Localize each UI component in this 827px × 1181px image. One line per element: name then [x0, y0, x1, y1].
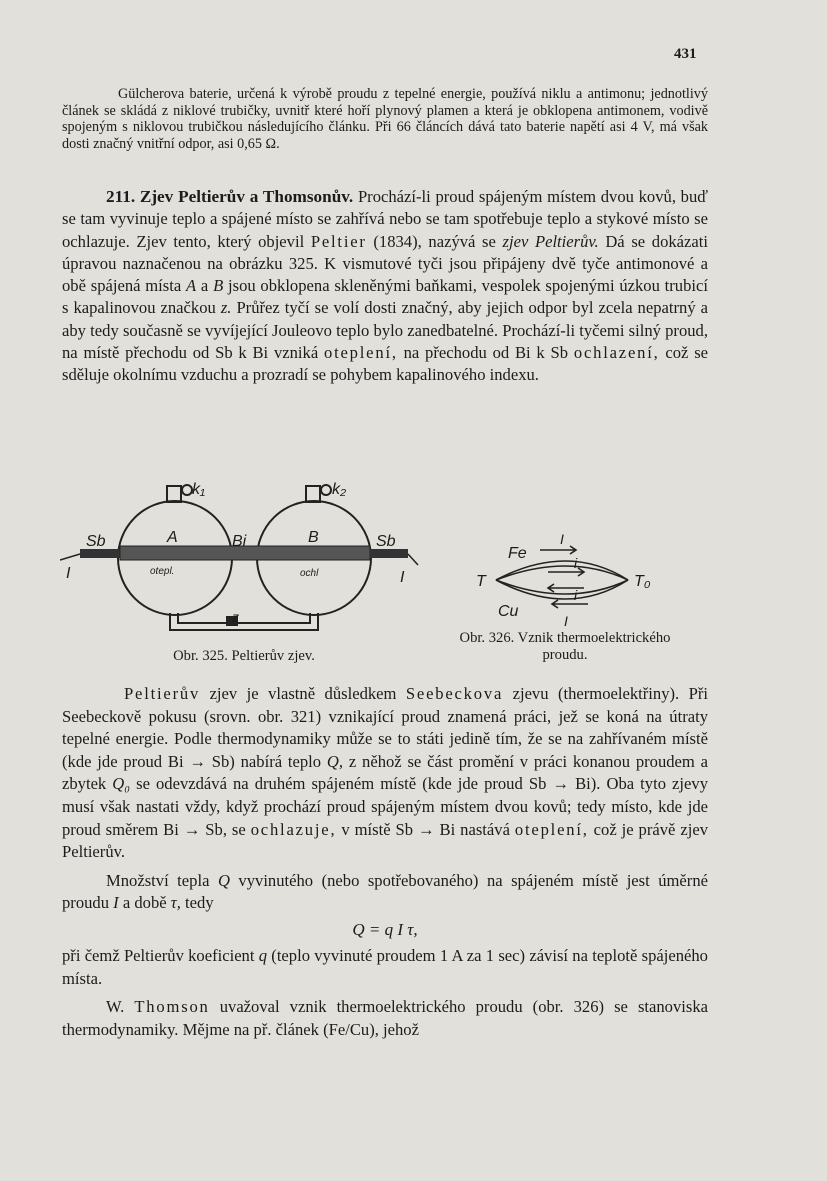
wire-cu-outer	[496, 580, 628, 599]
label-k1: k₁	[192, 481, 206, 498]
body-lower	[62, 683, 708, 1041]
paragraph-peltier-coefficient	[62, 945, 708, 990]
figure-326	[468, 528, 668, 632]
text-run: a době	[122, 893, 167, 913]
text-run: v místě Sb → Bi nastává	[341, 819, 510, 839]
text-run: při čemž Peltierův koeficient	[62, 945, 255, 965]
text-run: (1834), nazývá se	[373, 231, 496, 251]
wire-right	[408, 554, 418, 565]
text-run: vyvinutého (nebo spotřebovaného) na spájeném místě jest úměrné proudu	[62, 870, 708, 913]
label-a: A	[167, 529, 178, 546]
text-run: Množství tepla	[106, 870, 210, 890]
term-oteplen: oteplení,	[514, 819, 589, 839]
section-number: 211.	[106, 187, 136, 206]
section-title: Zjev Peltierův a Thomsonův.	[139, 187, 354, 206]
arrow-i-bottom	[552, 600, 588, 608]
text-run: zjev je vlastně důsledkem	[209, 684, 397, 703]
label-z: z	[232, 609, 239, 625]
wire-fe-inner	[496, 566, 628, 580]
rod-sb-left	[80, 549, 120, 558]
symbol-q: Q	[217, 870, 230, 890]
label-ochl: ochl	[300, 568, 319, 579]
label-i-left: I	[66, 565, 71, 582]
arrow-i-upper	[548, 568, 584, 576]
symbol-q: Q,	[326, 751, 344, 771]
label-t0: T₀	[634, 573, 651, 590]
text-run: z něhož se část promění v práci konanou proudem a zbytek	[62, 751, 708, 794]
paragraph-heat-quantity	[62, 870, 708, 915]
figure-325	[60, 470, 420, 642]
term-oteplen: oteplení,	[324, 343, 398, 363]
name-peltieruv: Peltierův	[124, 684, 201, 703]
page-number: 431	[674, 46, 697, 62]
text-run: což se sděluje okolnímu vzduchu a prozradí se pohybem kapalinového indexu.	[62, 343, 709, 385]
name-thomson: Thomson	[134, 997, 210, 1017]
name-peltier: Peltier	[310, 231, 367, 251]
symbol-q0: Q₀	[112, 774, 131, 794]
valve-k2	[321, 485, 331, 495]
name-seebeckova: Seebeckova	[405, 684, 504, 703]
text-run: Průřez tyčí se volí dosti značný, aby jejich odpor byl zcela nepatrný a aby tedy současně se vyvíjející Jouleovo teplo bylo zanedbatelné. Prochází-li tyčemi silný proud, na místě přechodu od Sb k Bi vzniká	[62, 298, 708, 363]
text-run: (teplo vyvinuté proudem 1 A za 1 sec) závisí na teplotě spájeného místa.	[62, 945, 708, 988]
text-run: a	[200, 276, 209, 296]
connecting-tube	[170, 613, 318, 630]
symbol-a: A	[186, 276, 197, 296]
wire-cu-inner	[496, 580, 628, 594]
paragraph-peltier-seebeck	[62, 683, 708, 864]
arrow-i-lower	[548, 584, 584, 592]
section-211	[62, 186, 708, 387]
valve-k1	[182, 485, 192, 495]
label-t: T	[476, 573, 486, 590]
wire-fe-outer	[496, 561, 628, 580]
label-i3: i	[574, 587, 578, 603]
label-otepl: otepl.	[150, 566, 175, 577]
arrow-i-top	[540, 546, 576, 554]
formula-q-qit: Q = q I τ,	[352, 919, 418, 939]
term-zjev-peltieruv: zjev Peltierův.	[502, 231, 599, 251]
symbol-i: I	[113, 893, 119, 913]
figure-326-caption: Obr. 326. Vznik thermoelektrického proudu.	[459, 630, 671, 663]
text-run: což je právě zjev Peltierův.	[62, 819, 708, 862]
symbol-q-small: q	[258, 945, 268, 965]
label-cu: Cu	[498, 603, 519, 620]
label-fe: Fe	[508, 545, 527, 562]
text-run: tedy	[185, 893, 214, 913]
text-run: Prochází-li proud spájeným místem dvou kovů, buď se tam vyvinuje teplo a spájené místo se zahřívá nebo se tam spotřebuje teplo a stykové místo se ochlazuje. Zjev tento, který objevil	[62, 187, 709, 251]
label-i1: I	[560, 531, 564, 547]
symbol-tau: τ,	[170, 893, 181, 913]
gulcher-paragraph	[62, 86, 708, 152]
figure-325-caption: Obr. 325. Peltierův zjev.	[173, 648, 315, 664]
term-ochlazen: ochlazení,	[573, 343, 660, 363]
text-run: se odevzdává na druhém spájeném místě (kde jde proud Sb → Bi). Oba tyto zjevy musí však nastati vždy, když prochází proud spájeným místem dvou kovů; tedy místo, kde jde proud směrem Bi → Sb, se	[62, 774, 708, 839]
text-run: na přechodu od Bi k Sb	[403, 343, 569, 363]
text-run: zjevu (thermoelektřiny). Při Seebeckově pokusu (srovn. obr. 321) vznikající proud znamená práci, jež se koná na útraty tepelné energie. Podle thermodynamiky může se to státi jedině tím, že se na zahřívaném místě (kde jde proud Bi → Sb) nabírá teplo	[62, 684, 708, 771]
section-211-paragraph	[62, 186, 708, 387]
stopper-k1	[167, 486, 181, 502]
label-k2: k₂	[332, 481, 347, 498]
label-sb-left: Sb	[86, 533, 106, 550]
symbol-z: z.	[220, 298, 232, 318]
text-run: uvažoval vznik thermoelektrického proudu (obr. 326) se stanoviska thermodynamiky. Mějme na př. článek (Fe/Cu), jehož	[62, 997, 708, 1039]
label-b: B	[308, 529, 319, 546]
label-i4: I	[564, 613, 568, 629]
wire-left	[60, 554, 80, 560]
text-run: jsou obklopena skleněnými baňkami, vespolek spojenými úzkou trubicí s kapalinovou značkou	[62, 276, 708, 318]
label-bi: Bi	[232, 533, 247, 550]
term-ochlazuje: ochlazuje,	[250, 819, 337, 839]
text-run: W.	[106, 997, 125, 1017]
stopper-k2	[306, 486, 320, 502]
label-i-right: I	[400, 569, 405, 586]
rod-sb-right	[370, 549, 408, 558]
label-i2: i	[574, 555, 578, 571]
paragraph-thomson	[62, 996, 708, 1041]
connecting-tube-inner	[178, 613, 310, 623]
text-run: Dá se dokázati úpravou naznačenou na obrázku 325. K vismutové tyči jsou připájeny dvě tyče antimonové a obě spájená místa	[62, 231, 708, 296]
symbol-b: B	[213, 276, 224, 296]
label-sb-right: Sb	[376, 533, 396, 550]
gulcher-text: Gülcherova baterie, určená k výrobě proudu z tepelné energie, používá niklu a antimonu; jednotlivý článek se skládá z niklové trubičky, uvnitř které hoří plynový plamen a která je obklopena antimonem, vodivě spojeným s niklovou trubičkou následujícího článku. Při 66 článcích dává tato baterie napětí asi 4 V, má však dosti značný vnitřní odpor, asi 0,65 Ω.	[62, 86, 708, 152]
